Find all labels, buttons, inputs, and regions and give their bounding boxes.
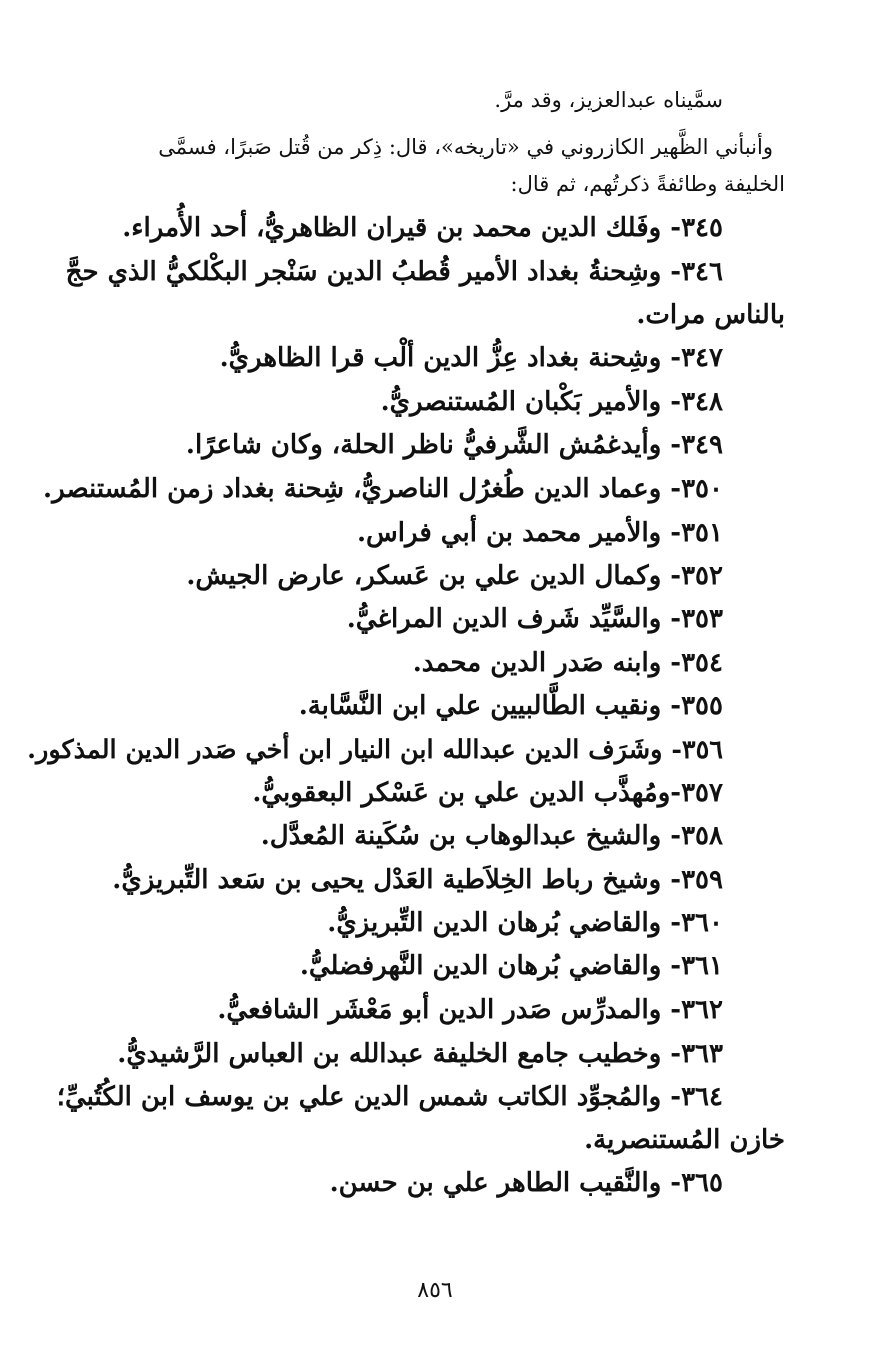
entry-363: ٣٦٣- وخطيب جامع الخليفة عبدالله بن العباس الرَّشيديُّ. <box>117 1039 723 1069</box>
entry-355: ٣٥٥- ونقيب الطَّالبيين علي ابن النَّسَّابة. <box>298 691 723 721</box>
entry-353: ٣٥٣- والسَّيِّد شَرف الدين المراغيُّ. <box>346 604 723 634</box>
entry-357: ٣٥٧-ومُهذَّب الدين علي بن عَسْكر البعقوبيُّ. <box>252 778 723 808</box>
entry-360: ٣٦٠- والقاضي بُرهان الدين التِّبريزيُّ. <box>327 908 723 938</box>
entry-362: ٣٦٢- والمدرِّس صَدر الدين أبو مَعْشَر الشافعيُّ. <box>217 995 723 1025</box>
entry-354: ٣٥٤- وابنه صَدر الدين محمد. <box>412 648 723 678</box>
entry-352: ٣٥٢- وكمال الدين علي بن عَسكر، عارض الجيش. <box>186 561 723 591</box>
entry-346: ٣٤٦- وشِحنةُ بغداد الأمير قُطبُ الدين سَنْجر البكْلكيُّ الذي حجَّ <box>65 257 723 287</box>
intro-line: الخليفة وطائفةً ذكرتُهم، ثم قال: <box>510 172 785 196</box>
intro-line: سمَّيناه عبدالعزيز، وقد مرَّ. <box>494 88 723 112</box>
entry-348: ٣٤٨- والأمير بَكْبان المُستنصريُّ. <box>380 387 723 417</box>
entry-349: ٣٤٩- وأيدغمُش الشَّرفيُّ ناظر الحلة، وكان شاعرًا. <box>185 430 723 460</box>
entry-361: ٣٦١- والقاضي بُرهان الدين النَّهرفضليُّ. <box>299 951 723 981</box>
page-number: ٨٥٦ <box>417 1278 453 1303</box>
entry-356: ٣٥٦- وشَرَف الدين عبدالله ابن النيار ابن أخي صَدر الدين المذكور. <box>27 735 723 765</box>
entry-345: ٣٤٥- وفَلك الدين محمد بن قيران الظاهريُّ، أحد الأُمراء. <box>122 213 723 243</box>
entry-347: ٣٤٧- وشِحنة بغداد عِزُّ الدين ألْب قرا الظاهريُّ. <box>219 343 723 373</box>
entry-350: ٣٥٠- وعماد الدين طُغرُل الناصريُّ، شِحنة بغداد زمن المُستنصر. <box>43 474 723 504</box>
entry-364: ٣٦٤- والمُجوِّد الكاتب شمس الدين علي بن يوسف ابن الكُتُبيِّ؛ <box>56 1082 723 1112</box>
entry-359: ٣٥٩- وشيخ رباط الخِلاَطية العَدْل يحيى بن سَعد التِّبريزيُّ. <box>112 865 723 895</box>
entry-351: ٣٥١- والأمير محمد بن أبي فراس. <box>356 518 723 548</box>
entry-364-continuation: خازن المُستنصرية. <box>584 1125 785 1155</box>
entry-358: ٣٥٨- والشيخ عبدالوهاب بن سُكَينة المُعدَّل. <box>260 821 723 851</box>
intro-line: وأنبأني الظَّهير الكازروني في «تاريخه»، قال: ذِكر من قُتل صَبرًا، فسمَّى <box>158 135 773 159</box>
entry-365: ٣٦٥- والنَّقيب الطاهر علي بن حسن. <box>329 1168 723 1198</box>
entry-346-continuation: بالناس مرات. <box>636 300 785 330</box>
